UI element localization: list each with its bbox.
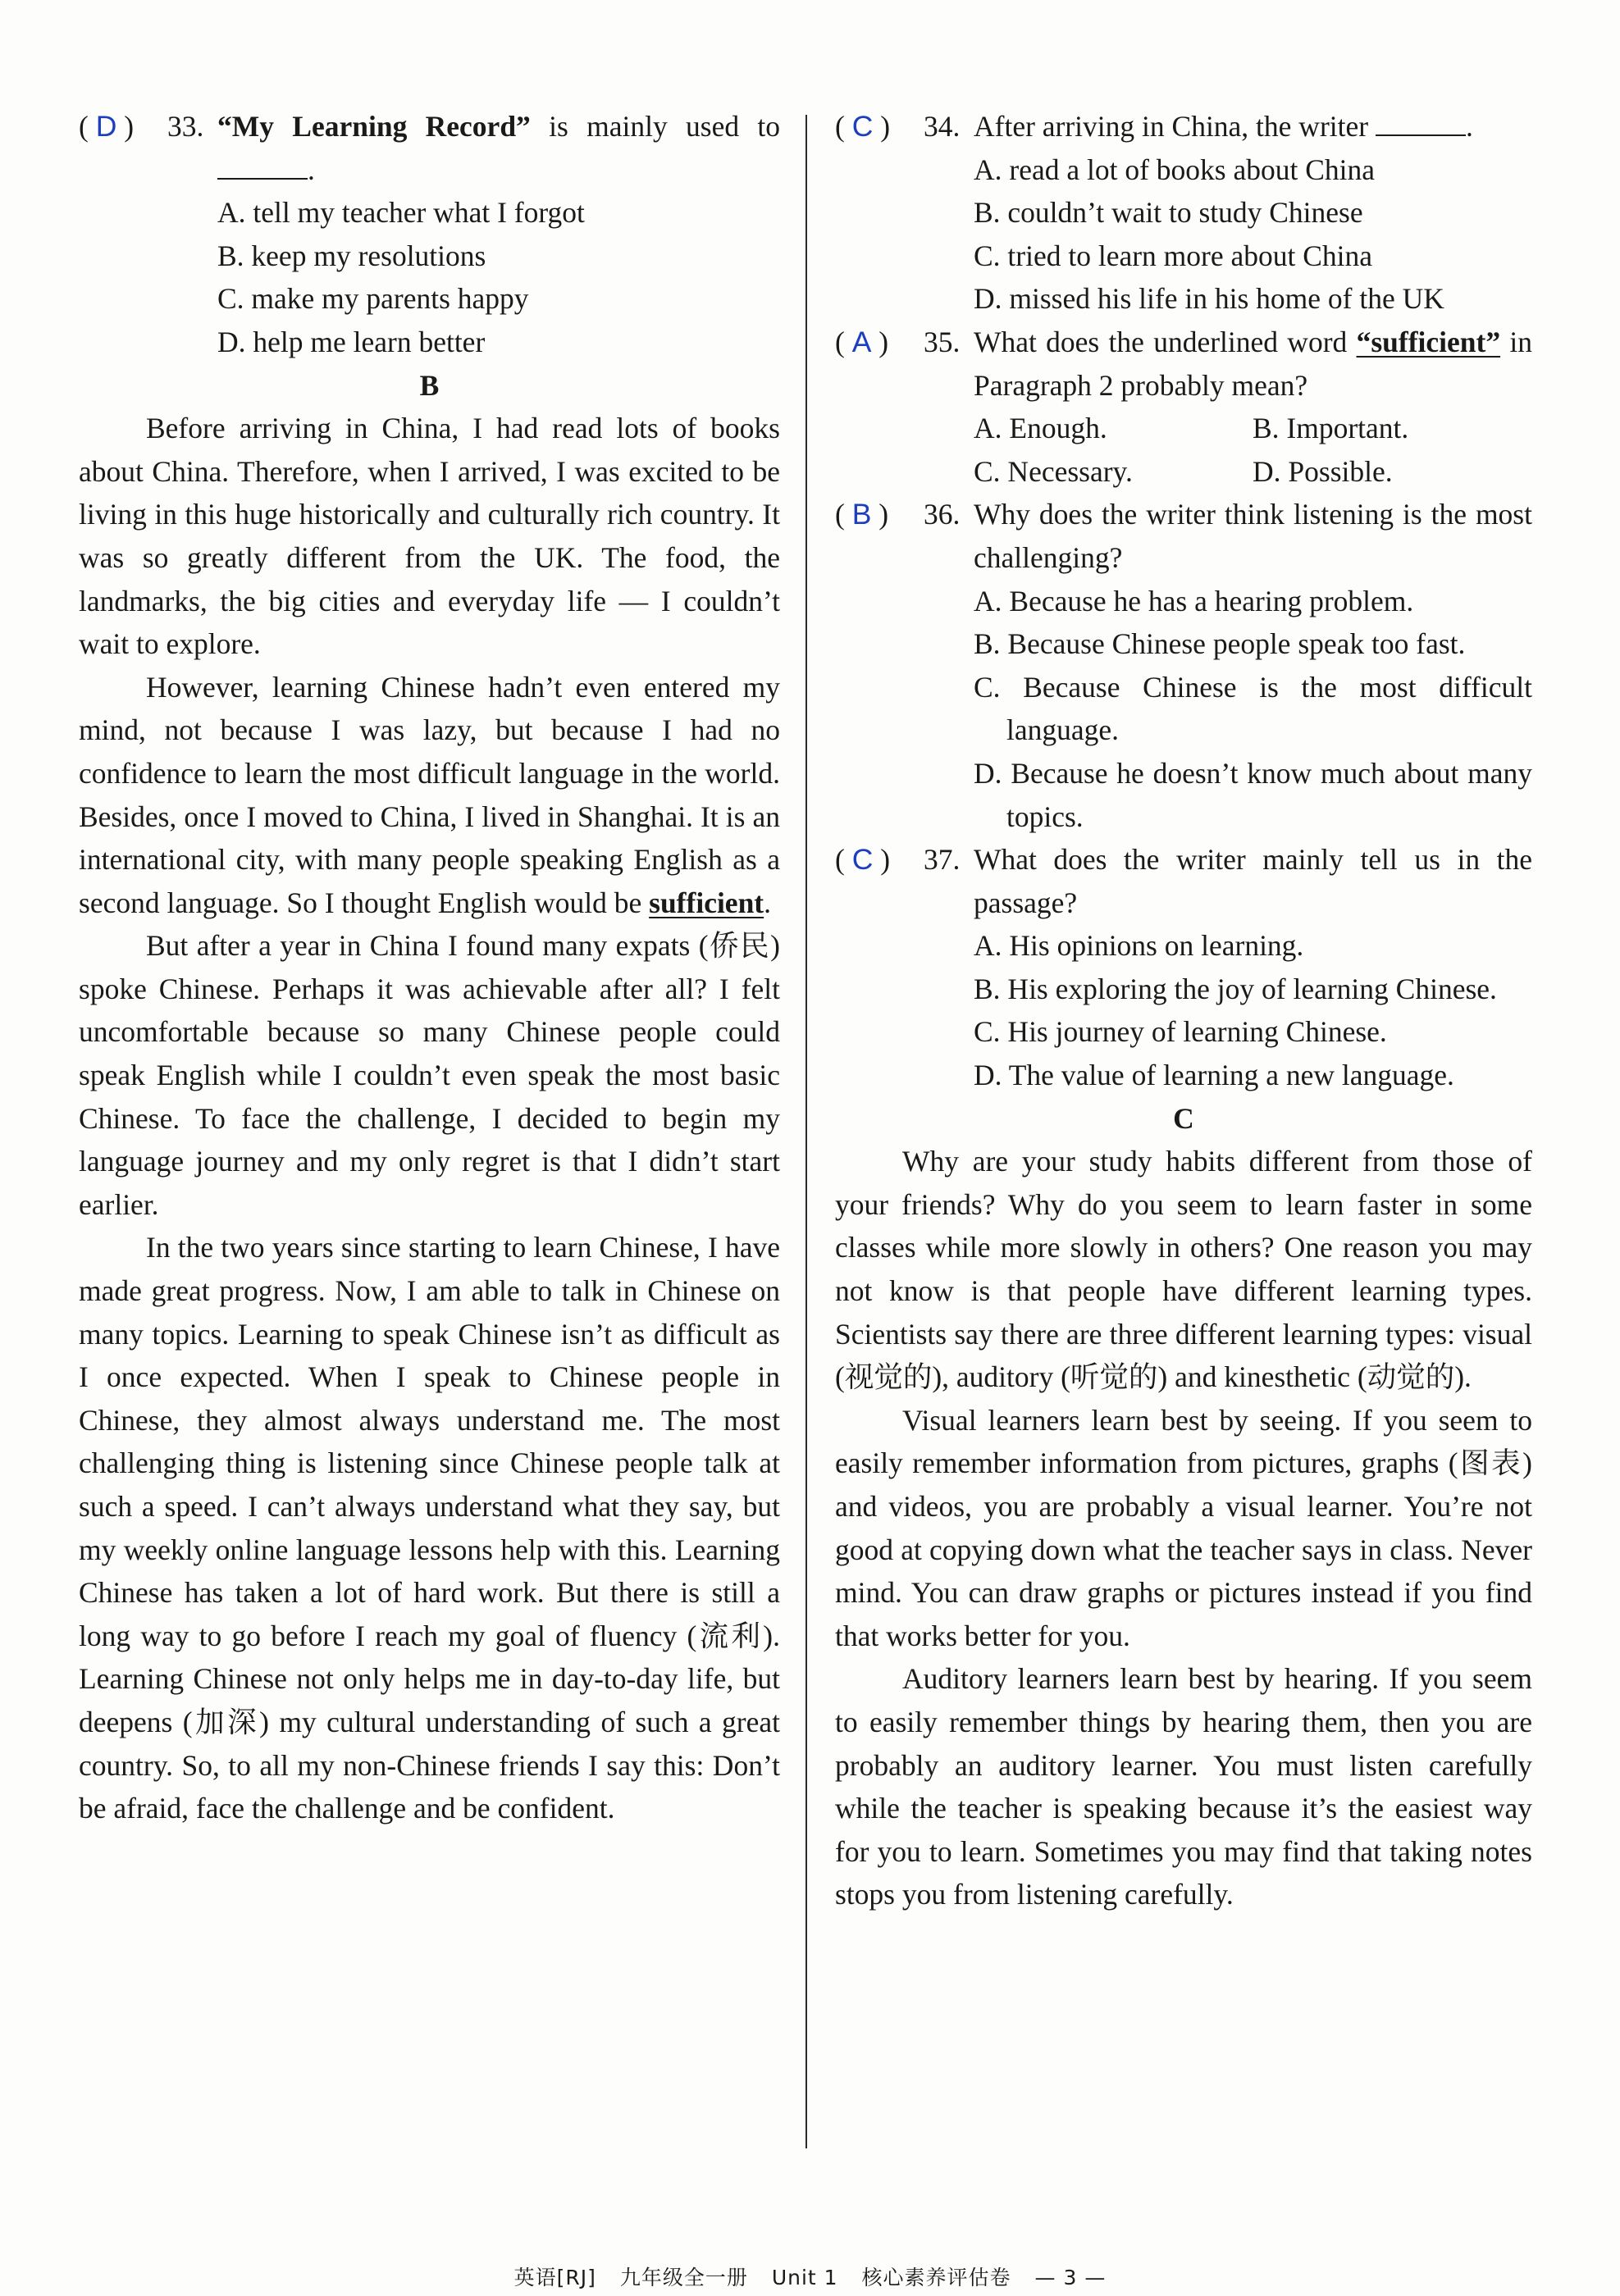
passage-b-paragraph-2: However, learning Chinese hadn’t even entered my mind, not because I was lazy, but because I had no confidence to learn the most difficult language in the world. Besides, once I moved to China, I lived in Shanghai. It is an international city, with many people speaking English as a second language. So I thought English would be sufficient. [79, 670, 780, 919]
question-number: 33. [167, 110, 204, 143]
question-stem: “My Learning Record” is mainly used to . [217, 110, 780, 186]
question-number: 36. [924, 498, 961, 531]
page-number: — 3 — [1034, 2266, 1107, 2289]
answer-bracket: ( C ) [835, 843, 891, 877]
question-number: 35. [924, 325, 961, 358]
answer-letter: C [851, 110, 874, 143]
footer-unit: Unit 1 [771, 2266, 838, 2289]
option-c: C. Because Chinese is the most difficult language. [974, 670, 1532, 747]
question-stem: Why does the writer think listening is the most challenging? [974, 498, 1532, 574]
section-heading-b: B [419, 368, 440, 402]
option-b: B. couldn’t wait to study Chinese [974, 196, 1363, 230]
option-a: A. tell my teacher what I forgot [217, 196, 585, 230]
option-a: A. read a lot of books about China [974, 153, 1376, 186]
passage-c-paragraph-2: Visual learners learn best by seeing. If you seem to easily remember information from pictures, graphs (图表) and videos, you are probably a visual learner. You’re not good at copying down what the teacher says in class. Never mind. You can draw graphs or pictures instead if you find that works better for you. [835, 1403, 1532, 1652]
left-column [79, 105, 780, 1830]
answer-letter: D [95, 110, 117, 143]
answer-bracket: ( A ) [835, 325, 889, 358]
option-c: C. make my parents happy [217, 282, 529, 316]
option-b: B. His exploring the joy of learning Chinese. [974, 972, 1497, 1005]
question-33 [79, 105, 780, 364]
question-number: 37. [924, 843, 961, 877]
option-a: A. Enough. [974, 412, 1107, 445]
question-number: 34. [924, 110, 961, 143]
question-stem: What does the underlined word “sufficient” in Paragraph 2 probably mean? [974, 325, 1532, 402]
option-d: D. missed his life in his home of the UK [974, 282, 1444, 316]
option-d: D. Because he doesn’t know much about many topics. [974, 756, 1532, 833]
option-a: A. His opinions on learning. [974, 929, 1304, 963]
underlined-word: sufficient [649, 886, 764, 919]
question-36 [835, 493, 1532, 838]
option-d: D. help me learn better [217, 325, 486, 358]
passage-c-paragraph-3: Auditory learners learn best by hearing. If you seem to easily remember things by hearing them, then you are probably an auditory learner. You must listen carefully while the teacher is speaking because it’s the easiest way for you to learn. Sometimes you may find that taking notes stops you from listening carefully. [835, 1662, 1532, 1911]
page-footer [0, 2262, 1620, 2291]
option-c: C. tried to learn more about China [974, 239, 1373, 272]
option-d: D. Possible. [1253, 454, 1393, 488]
footer-subject: 英语[RJ] [513, 2266, 596, 2289]
passage-b-paragraph-1: Before arriving in China, I had read lots of books about China. Therefore, when I arrived, I was excited to be living in this huge historically and culturally rich country. It was so greatly different from the UK. The food, the landmarks, the big cities and everyday life — I couldn’t wait to explore. [79, 412, 780, 661]
option-c: C. His journey of learning Chinese. [974, 1015, 1387, 1049]
answer-letter: B [851, 498, 872, 531]
option-b: B. keep my resolutions [217, 239, 486, 272]
question-35 [835, 321, 1532, 493]
question-37 [835, 838, 1532, 1097]
footer-grade: 九年级全一册 [619, 2266, 748, 2289]
answer-letter: A [851, 325, 872, 358]
passage-b-paragraph-3: But after a year in China I found many expats (侨民) spoke Chinese. Perhaps it was achievable after all? I felt uncomfortable because so many Chinese people could speak English while I couldn’t even speak the most basic Chinese. To face the challenge, I decided to begin my language journey and my only regret is that I didn’t start earlier. [79, 929, 780, 1221]
option-a: A. Because he has a hearing problem. [974, 584, 1414, 617]
question-stem: After arriving in China, the writer . [974, 110, 1473, 143]
question-stem: What does the writer mainly tell us in the passage? [974, 843, 1532, 919]
passage-c-paragraph-1: Why are your study habits different from those of your friends? Why do you seem to learn faster in some classes while more slowly in others? One reason you may not know is that people have different learning types. Scientists say there are three different learning types: visual (视觉的), auditory (听觉的) and kinesthetic (动觉的). [835, 1145, 1532, 1394]
section-heading-c: C [1173, 1101, 1194, 1135]
option-d: D. The value of learning a new language. [974, 1059, 1454, 1092]
answer-blank [1376, 110, 1466, 136]
question-34 [835, 105, 1532, 321]
options-row [974, 450, 1532, 494]
answer-bracket: ( B ) [835, 498, 889, 531]
right-column [835, 105, 1532, 1916]
answer-letter: C [851, 843, 874, 877]
option-c: C. Necessary. [974, 454, 1133, 488]
underlined-word: “sufficient” [1356, 325, 1501, 358]
passage-b-paragraph-4: In the two years since starting to learn Chinese, I have made great progress. Now, I am able to talk in Chinese on many topics. Learning to speak Chinese isn’t as difficult as I once expected. When I speak to Chinese people in Chinese, they almost always understand me. The most challenging thing is listening since Chinese people talk at such a speed. I can’t always understand what they say, but my weekly online language lessons help with this. Learning Chinese has taken a lot of hard work. But there is still a long way to go before I reach my goal of fluency (流利). Learning Chinese not only helps me in day-to-day life, but deepens (加深) my cultural understanding of such a great country. So, to all my non-Chinese friends I say this: Don’t be afraid, face the challenge and be confident. [79, 1231, 780, 1825]
option-b: B. Important. [1253, 412, 1409, 445]
answer-bracket: ( C ) [835, 110, 891, 143]
column-divider [805, 115, 807, 2148]
footer-title: 核心素养评估卷 [861, 2266, 1011, 2289]
answer-blank [217, 153, 308, 180]
answer-bracket: ( D ) [79, 110, 135, 143]
options-row [974, 407, 1532, 450]
option-b: B. Because Chinese people speak too fast. [974, 627, 1466, 661]
